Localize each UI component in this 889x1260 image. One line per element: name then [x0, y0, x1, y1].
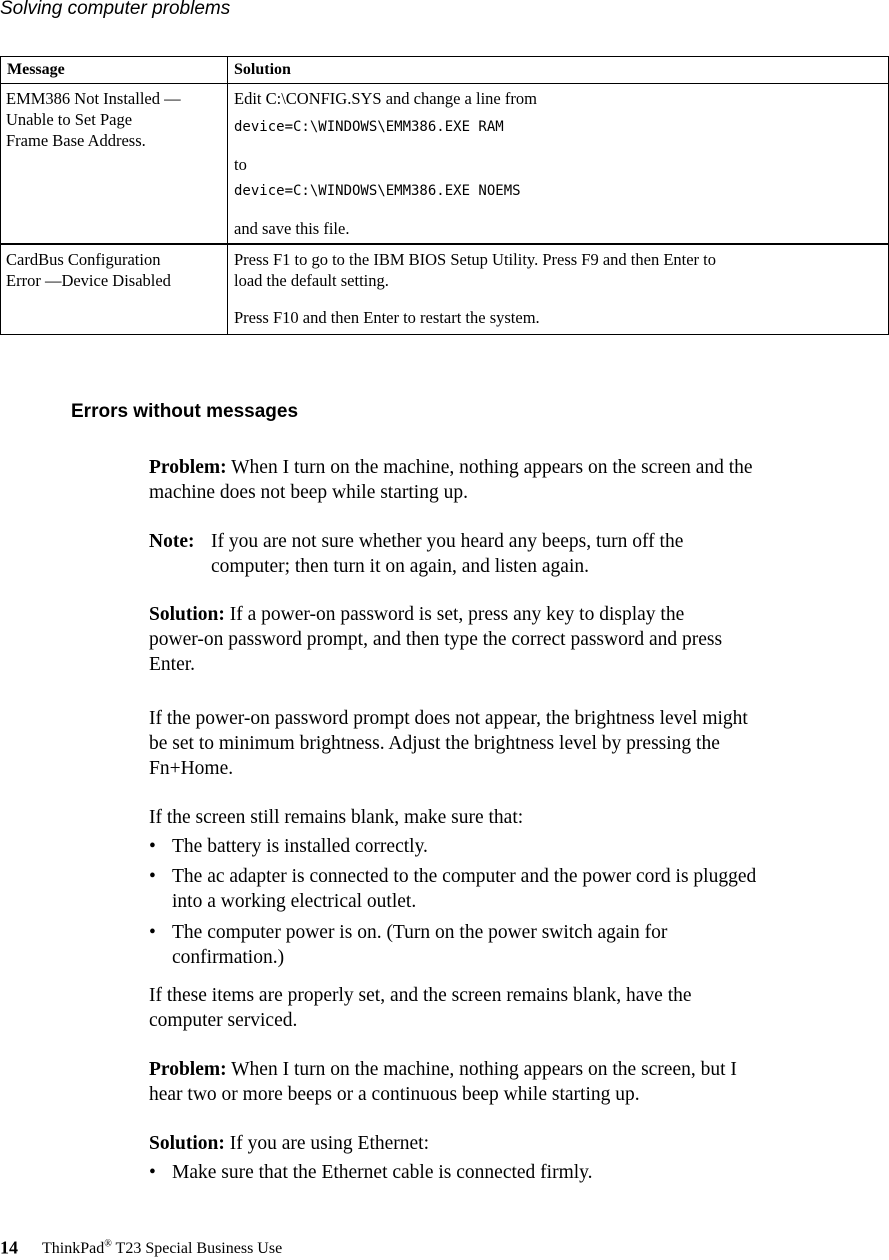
paragraph-text: computer serviced.	[149, 1010, 298, 1031]
note-label: Note:	[149, 531, 195, 552]
list-item-text: The computer power is on. (Turn on the power switch again for	[172, 922, 668, 943]
bullet-icon: •	[149, 866, 156, 887]
section-heading: Errors without messages	[71, 401, 299, 422]
code-line: device=C:\WINDOWS\EMM386.EXE NOEMS	[234, 183, 521, 199]
table-row	[1, 84, 889, 245]
solution-line: Press F1 to go to the IBM BIOS Setup Utility. Press F9 and then Enter to	[234, 250, 717, 269]
paragraph-text: When I turn on the machine, nothing appears on the screen and the	[226, 457, 753, 478]
message-line: CardBus Configuration	[6, 250, 161, 269]
solution-paragraph	[149, 1131, 889, 1156]
problem-paragraph	[149, 1057, 889, 1107]
message-line: EMM386 Not Installed —	[6, 89, 181, 108]
table-header-row	[1, 57, 889, 84]
publication-title	[42, 1240, 282, 1257]
list-item-text: into a working electrical outlet.	[172, 891, 417, 912]
paragraph-text: machine does not beep while starting up.	[149, 482, 468, 503]
bullet-icon: •	[149, 922, 156, 943]
solution-paragraph	[149, 602, 889, 677]
note-text: If you are not sure whether you heard any beeps, turn off the	[211, 531, 684, 552]
solution-label: Solution:	[149, 1133, 225, 1154]
paragraph-text: be set to minimum brightness. Adjust the brightness level by pressing the	[149, 733, 720, 754]
bullet-icon: •	[149, 836, 156, 857]
product-name: ThinkPad	[42, 1240, 105, 1258]
list-item	[149, 864, 889, 914]
list-item-text: The ac adapter is connected to the computer and the power cord is plugged	[172, 866, 757, 887]
list-item	[149, 1160, 889, 1185]
problem-paragraph	[149, 455, 889, 505]
solution-outro: and save this file.	[234, 219, 350, 238]
running-header: Solving computer problems	[0, 0, 231, 19]
paragraph-text: Fn+Home.	[149, 758, 234, 779]
error-message-table	[0, 56, 889, 335]
solution-line: load the default setting.	[234, 271, 389, 290]
paragraph-text: hear two or more beeps or a continuous beep while starting up.	[149, 1084, 640, 1105]
paragraph-text: If these items are properly set, and the screen remains blank, have the	[149, 985, 692, 1006]
list-item	[149, 834, 889, 859]
solution-line: Press F10 and then Enter to restart the system.	[234, 308, 540, 327]
solution-intro: Edit C:\CONFIG.SYS and change a line from	[234, 89, 537, 108]
column-header-message: Message	[1, 57, 228, 84]
brightness-paragraph	[149, 706, 889, 781]
note-block	[149, 529, 889, 579]
paragraph-text: When I turn on the machine, nothing appears on the screen, but I	[226, 1059, 737, 1080]
list-item-text: The battery is installed correctly.	[172, 836, 428, 857]
message-cell	[1, 244, 228, 335]
column-header-solution: Solution	[228, 57, 889, 84]
registered-mark: ®	[104, 1239, 112, 1250]
problem-label: Problem:	[149, 457, 227, 478]
solution-to: to	[234, 155, 247, 174]
table-row	[1, 244, 889, 335]
page-footer	[0, 1234, 282, 1260]
page-number: 14	[0, 1237, 18, 1258]
problem-label: Problem:	[149, 1059, 227, 1080]
paragraph-text: If the power-on password prompt does not appear, the brightness level might	[149, 708, 748, 729]
solution-cell	[228, 84, 889, 245]
message-line: Frame Base Address.	[6, 131, 146, 150]
checklist-intro: If the screen still remains blank, make sure that:	[149, 807, 524, 828]
list-item-text: Make sure that the Ethernet cable is connected firmly.	[172, 1162, 593, 1183]
service-paragraph	[149, 983, 889, 1033]
solution-cell	[228, 244, 889, 335]
paragraph-text: Enter.	[149, 654, 196, 675]
paragraph-text: If you are using Ethernet:	[224, 1133, 429, 1154]
paragraph-text: power-on password prompt, and then type the correct password and press	[149, 629, 723, 650]
list-item-text: confirmation.)	[172, 947, 285, 968]
product-suffix: T23 Special Business Use	[111, 1240, 283, 1258]
message-line: Error —Device Disabled	[6, 271, 171, 290]
note-text: computer; then turn it on again, and listen again.	[211, 556, 589, 577]
message-cell	[1, 84, 228, 245]
bullet-icon: •	[149, 1162, 156, 1183]
code-line: device=C:\WINDOWS\EMM386.EXE RAM	[234, 119, 504, 135]
paragraph-text: If a power-on password is set, press any key to display the	[224, 604, 685, 625]
message-line: Unable to Set Page	[6, 110, 133, 129]
solution-label: Solution:	[149, 604, 225, 625]
list-item	[149, 920, 889, 970]
